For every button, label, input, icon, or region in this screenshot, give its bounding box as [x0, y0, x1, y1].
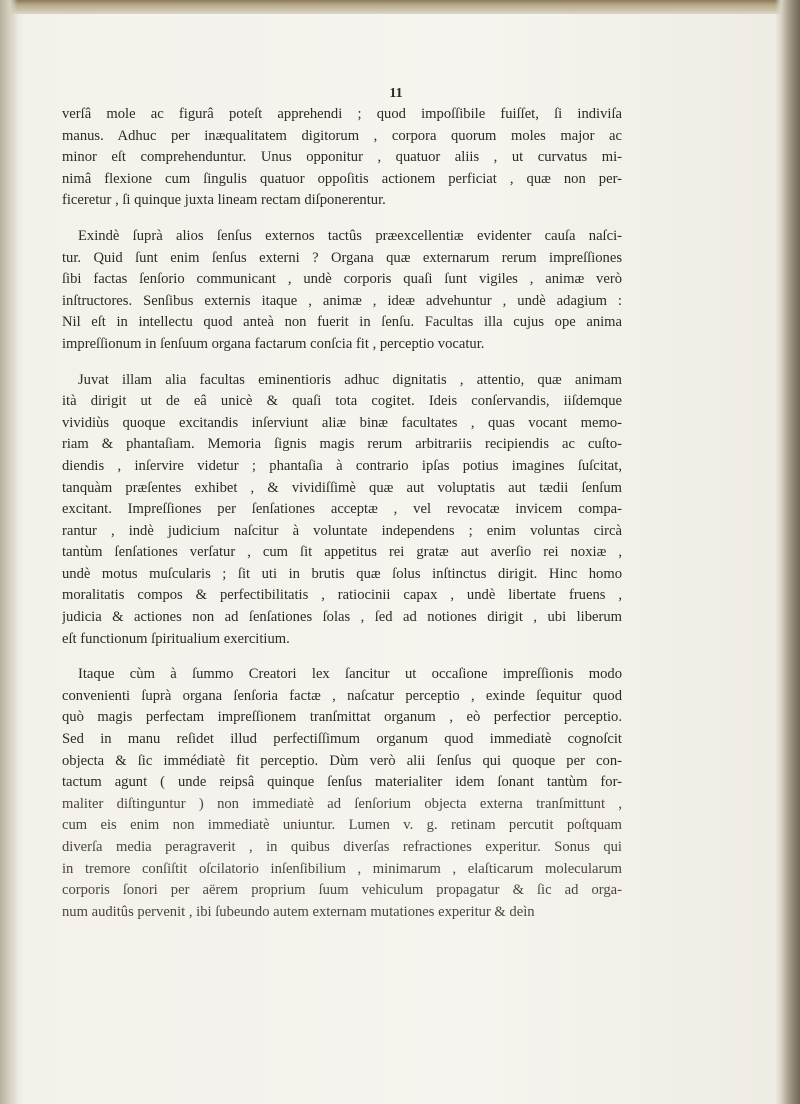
text-line: convenienti ſuprà organa ſenſoria factæ , naſcatur perceptio , exinde ſequitur quod	[62, 687, 622, 704]
paragraph-2	[62, 226, 622, 356]
text-line: impreſſionum in ſenſuum organa factarum conſcia fit , perceptio vocatur.	[62, 335, 485, 352]
text-line: ità dirigit ut de eâ unicè & quaſi tota cogitet. Ideis conſervandis, iiſdemque	[62, 393, 622, 410]
text-line: num auditûs pervenit , ibi ſubeundo autem externam mutationes experitur & deìn	[62, 903, 535, 920]
text-line: ficeretur , ſi quinque juxta lineam rectam diſponerentur.	[62, 192, 386, 209]
paragraph-4	[62, 664, 622, 923]
text-line: judicia & actiones non ad ſenſationes ſolas , ſed ad notiones dirigit , ubi liberum	[62, 609, 622, 626]
text-line: diverſa media peragraverit , in quibus diverſas refractiones experitur. Sonus qui	[62, 839, 622, 855]
text-line: nimâ flexione cum ſingulis quatuor oppoſitis actionem perficiat , quæ non per-	[62, 170, 622, 187]
text-line: ſibi factas ſenſorio communicant , undè corporis quaſi ſunt vigiles , animæ verò	[62, 271, 622, 288]
text-line: riam & phantaſiam. Memoria ſignis magis rerum arbitrariis recipiendis ac cuſto-	[62, 436, 622, 453]
paragraph-3	[62, 370, 622, 651]
text-line: vividiùs quoque excitandis inſerviunt aliæ binæ facultates , quas vocant memo-	[62, 414, 622, 431]
text-line: Nil eſt in intellectu quod anteà non fuerit in ſenſu. Facultas illa cujus ope anima	[62, 314, 622, 331]
text-line: verſâ mole ac figurâ poteſt apprehendi ; quod impoſſibile fuiſſet, ſi indiviſa	[62, 106, 622, 122]
text-line: corporis ſonori per aërem proprium ſuum vehiculum propagatur & ſic ad orga-	[62, 882, 622, 899]
text-line: rantur , indè judicium naſcitur à voluntate independens ; enim voluntas circà	[62, 522, 622, 539]
text-line: maliter diſtinguntur ) non immediatè ad ſenſorium objecta externa tranſmittunt ,	[62, 795, 622, 812]
text-line: in tremore conſiſtit oſcilatorio inſenſibilium , minimarum , elaſticarum molecularum	[62, 860, 622, 877]
text-line: Juvat illam alia facultas eminentioris adhuc dignitatis , attentio, quæ animam	[78, 371, 622, 388]
text-line: manus. Adhuc per inæqualitatem digitorum , corpora quorum moles major ac	[62, 127, 622, 144]
text-line: tanquàm præſentes exhibet , & vividiſſimè quæ aut voluptatis aut tædii ſenſum	[62, 479, 622, 496]
text-line: moralitatis compos & perfectibilitatis , ratiocinii capax , undè libertate fruens ,	[62, 587, 622, 604]
page-top-edge	[0, 0, 800, 14]
text-line: excitant. Impreſſiones per ſenſationes acceptæ , vel revocatæ invicem compa-	[62, 501, 622, 518]
text-line: quò magis perfectam impreſſionem tranſmittat organum , eò perfectior perceptio.	[62, 709, 622, 726]
text-line: tur. Quid ſunt enim ſenſus externi ? Organa quæ externarum rerum impreſſiones	[62, 249, 622, 266]
page-binding-shadow	[0, 0, 18, 1104]
body-text	[62, 104, 622, 937]
text-line: objecta & ſic immédiatè fit perceptio. Dùm verò alii ſenſus qui quoque per con-	[62, 752, 622, 769]
text-line: inſtructores. Senſibus externis itaque , animæ , ideæ advehuntur , undè adagium :	[62, 292, 622, 309]
text-line: cum eis enim non immediatè uniuntur. Lumen v. g. retinam percutit poſtquam	[62, 817, 622, 834]
text-line: eſt functionum ſpiritualium exercitium.	[62, 630, 290, 647]
page-right-edge	[775, 0, 800, 1104]
text-line: Sed in manu reſidet illud perfectiſſimum organum quod immediatè cognoſcit	[62, 731, 622, 748]
text-line: tantùm ſenſationes verſatur , cum ſit appetitus rei gratæ aut averſio rei noxiæ ,	[62, 544, 622, 561]
text-line: Itaque cùm à ſummo Creatori lex ſancitur ut occaſione impreſſionis modo	[78, 666, 622, 683]
text-line: Exindè ſuprà alios ſenſus externos tactûs præexcellentiæ evidenter cauſa naſci-	[78, 227, 622, 244]
paragraph-1	[62, 104, 622, 212]
text-line: tactum agunt ( unde reipsâ quinque ſenſus materialiter idem ſonant tantùm for-	[62, 774, 622, 791]
text-line: diendis , inſervire videtur ; phantaſia à contrario ipſas potius imagines ſuſcitat,	[62, 457, 622, 474]
page-number: 11	[389, 86, 403, 101]
text-line: minor eſt comprehenduntur. Unus opponitur , quatuor aliis , ut curvatus mi-	[62, 149, 622, 166]
text-line: undè motus muſcularis ; ſit uti in brutis quæ ſolus inſtinctus dirigit. Hinc homo	[62, 565, 622, 582]
